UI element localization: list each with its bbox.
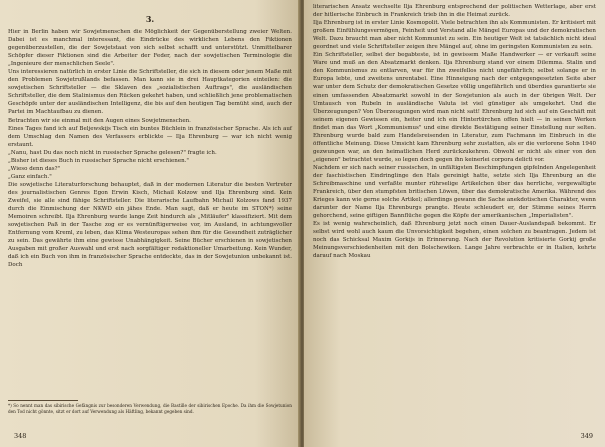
paragraph: „Bisher ist dieses Buch in russischer Sprache nicht erschienen."	[8, 157, 189, 164]
paragraph: Eines Tages fand ich auf Beljewskijs Tisch ein buntes Büchlein in französischer Sprache. Als ich auf dem Umschlag den Namen des Verfassers erblickte — Ilja Ehrenburg — war ich nicht wenig erstaunt.	[8, 125, 292, 148]
paragraph: Ilja Ehrenburg ist in erster Linie Kosmopolit. Viele betrachten ihn als Kommunisten. Er kritisiert mit großem Einfühlungsvermögen, Feinheit und Verstand alle Mängel Europas und der demokratischen Welt. Dazu braucht man aber nicht Kommunist zu sein. Ein heutiger Welt ist tatsächlich nicht ideal geordnet und viele Schriftsteller zeigen ihre Mängel auf, ohne im geringsten Kommunisten zu sein.	[313, 20, 596, 51]
paragraph: „Wieso denn das?"	[8, 165, 61, 172]
right-page-body	[313, 3, 596, 261]
paragraph: „Nanu, hast Du das noch nicht in russischer Sprache gelesen?" fragte ich.	[8, 149, 217, 156]
footnote: *) So nennt man das sibirische Gefängnis zur besonderen Verwendung, die Bastille der sibirischen Epoche. Da ihm die Sowjetunion den Tod nicht gönnte, sitzt er dort auf Verwendung als Häftling, bekannt gegeben sind.	[8, 403, 292, 414]
paragraph: Uns interessieren natürlich in erster Linie die Schriftsteller, die sich in diesem oder jenem Maße mit den Problemen Sowjetrußlands befassen. Man kann sie in drei Hauptkategorien einteilen: die sowjetischen Schriftsteller — die Sklaven des „sozialistischen Auftrags", die ausländischen Schriftsteller, die dem Stalinismus den Rücken gekehrt haben, und schließlich jene problematischen Geschöpfe unter der ausländischen Intelligenz, die bis auf den heutigen Tag bemüht sind, auch der Partei im Machtaufbau zu dienen.	[8, 69, 292, 116]
paragraph: „Ganz einfach."	[8, 173, 52, 180]
paragraph: Die sowjetische Literaturforschung behauptet, daß in der modernen Literatur die besten Vertreter des journalistischen Genres Egon Erwin Kisch, Michail Kolzow und Ilja Ehrenburg sind. Kein Zweifel, sie alle sind fähige Schriftsteller. Die literarische Laufbahn Michail Kolzows fand 1937 durch die Einmischung der NKWD ein jähes Ende. Man sagt, daß er heute im STON*) seine Memoiren schreibt. Ilja Ehrenburg wurde lange Zeit hindurch als „Mitläufer" klassifiziert. Mit dem sowjetischen Paß in der Tasche zog er es vernünftigerweise vor, im Ausland, in achtungsvoller Entfernung vom Kreml, zu leben, das Klima Westeuropas sehen ihm für die Gesundheit zuträglicher zu sein. Das gewährte ihm eine gewisse Unabhängigkeit. Seine Bücher erschienen in sowjetischen Ausgaben mit großer Auswahl und erst nach sorgfältiger redaktioneller Umarbeitung. Kein Wunder, daß ich ein Buch von ihm in französischer Sprache entdeckte, das in der Sowjetunion unbekannt ist. Doch	[8, 181, 292, 269]
footnote-divider	[8, 400, 78, 401]
chapter-number: 3.	[145, 14, 155, 24]
right-page	[304, 0, 605, 447]
paragraph: Ein Schriftsteller, selbst der begabteste, ist in gewissem Maße Handwerker — er verkauft seine Ware und muß an den Absatzmarkt denken. Ilja Ehrenburg stand vor einem Dilemma. Stalin und den Kommunismus zu entlarven, war für ihn zweifellos nicht ungefährlich; selbst solange er in Europa lebte, und zweitens unrentabel. Eine Hinneigung nach der entgegengesetzten Seite aber war unter dem Schutz der demokratischen Gesetze völlig ungefährlich und überdies garantierte sie einen umfassenden Absatzmarkt sowohl in der Sowjetunion als auch in der übrigen Welt. Der Umtausch von Rubeln in ausländische Valuta ist viel günstiger als umgekehrt. Und die Überzeugungen? Von Überzeugungen wird man nicht satt! Ehrenburg lud sich auf ein Geschäft mit seinem eigenen Gewissen ein, heiter und ich ein Hintertürchen offen hielt — in seinen Werken findet man das Wort „Kommunismus" und eine direkte Bestätigung seiner Einstellung nur selten. Ehrenburg wurde bald zum Handelsreisenden in Literatur, zum Fachmann im Einbruch in die öffentliche Meinung. Diese Umsicht kam Ehrenburg sehr zustatten, als er die verlorene Sohn 1940 gezwungen war, an den heimatlichen Herd zurückzukehren. Obwohl er nicht als einer von den „eigenen" betrachtet wurde, so legen doch gegen ihn keinerlei corpora delicti vor.	[313, 52, 596, 163]
left-page	[0, 0, 300, 447]
paragraph: Hier in Berlin haben wir Sowjetmenschen die Möglichkeit der Gegenüberstellung zweier Welten. Dabei ist es manchmal interessant, die Eindrücke des wirklichen Lebens den Fiktionen gegenüberzustellen, die der Sowjetstaat von sich selbst schafft und unterstützt. Unmittelbarer Schöpfer dieser Fiktionen sind die Arbeiter der Feder, nach der sowjetischen Terminologie die „Ingenieure der menschlichen Seele".	[8, 29, 292, 68]
page-number-left: 348	[14, 432, 27, 440]
paragraph: Es ist wenig wahrscheinlich, daß Ehrenburg jetzt noch einen Dauer-Auslandspaß bekommt. Er selbst wird wohl auch kaum die Unvorsichtigkeit begehen, einen solchen zu beantragen. Jedem ist noch das Schicksal Maxim Gorkijs in Erinnerung. Nach der Revolution kritisierte Gorkij große Meinungsverschiedenheiten mit den Bolschewiken. Lange Jahre verbrachte er in Italien, kehrte darauf nach Moskau	[313, 221, 596, 260]
paragraph: Betrachten wir sie einmal mit den Augen eines Sowjetmenschen.	[8, 117, 191, 124]
paragraph: literarischen Ansatz wechselte Ilja Ehrenburg entsprechend der politischen Wetterlage, aber erst der hitlerische Einbruch in Frankreich trieb ihn in die Heimat zurück.	[313, 4, 596, 19]
paragraph: Nachdem er sich nach seiner russischen, in unfältigsten Beschimpfungen gipfelnden Angelegenheit der faschistischen Eindringlinge den Hals gereinigt hatte, setzte sich Ilja Ehrenburg an die Schreibmaschine und verfaßte munter rührselige Artikelchen über das herrliche, vergewaltigte Frankreich, über den stumpfsten britischen Löwen, über das demokratische Amerika. Während des Krieges kann wie gerne solche Artikel; allerdings gewann die Sache anekdotischen Charakter, wenn darunter der Name Ilja Ehrenburgs prangte. Heute schleudert er, der Stimme seines Herrn gehorchend, seine giftigen Bannflüche gegen die Köpfe der amerikanischen „Imperialisten".	[313, 164, 596, 220]
page-number-right: 349	[580, 432, 593, 440]
left-page-body	[8, 28, 292, 269]
